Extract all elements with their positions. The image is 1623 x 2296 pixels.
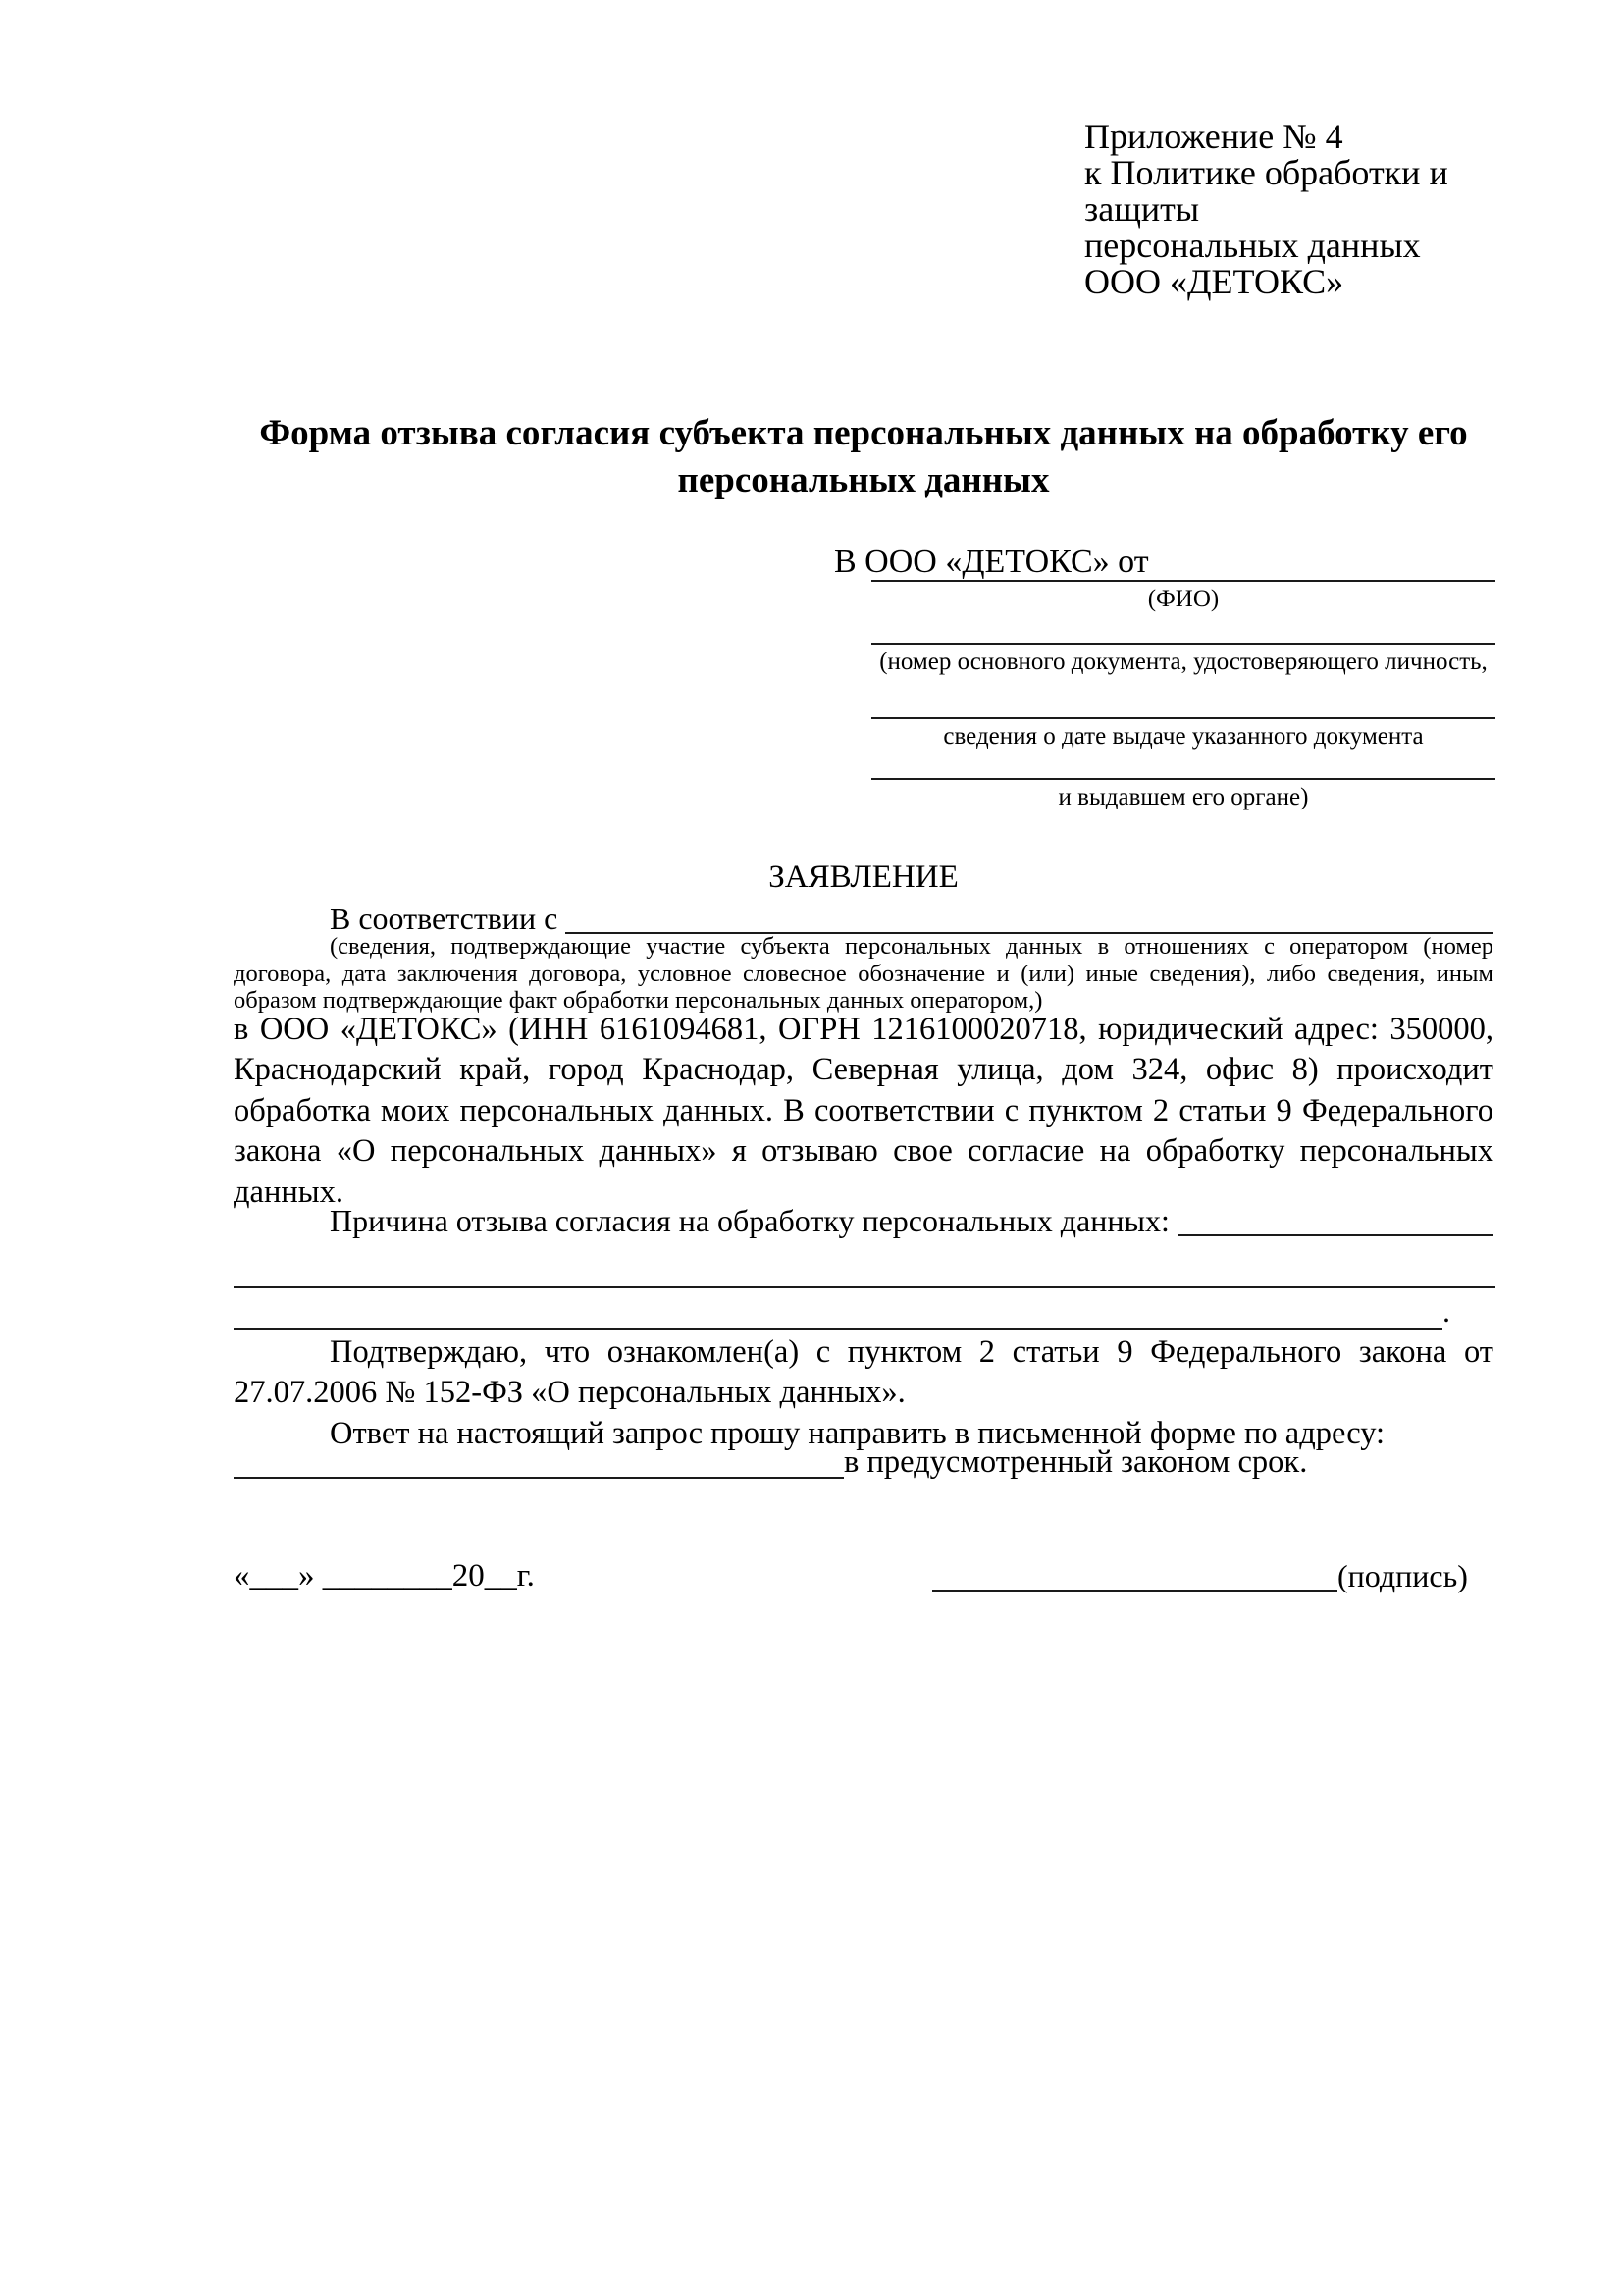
reason-blank-line — [1178, 1234, 1493, 1236]
reason-row — [234, 1201, 1493, 1241]
id-document-caption: (номер основного документа, удостоверяющего личность, — [879, 649, 1488, 675]
date-line: «___» ________20__г. — [234, 1558, 535, 1593]
fio-blank-line — [871, 580, 1495, 582]
appendix-line-4: ООО «ДЕТОКС» — [1084, 262, 1344, 301]
response-address-row — [234, 1442, 1493, 1483]
response-tail: в предусмотренный законом срок. — [844, 1444, 1308, 1480]
reason-continuation-row-2 — [234, 1292, 1493, 1330]
reason-label: Причина отзыва согласия на обработку персональных данных: — [330, 1203, 1170, 1238]
signature-blank-line — [932, 1590, 1337, 1592]
statement-heading: ЗАЯВЛЕНИЕ — [768, 860, 959, 895]
appendix-line-1: Приложение № 4 — [1084, 117, 1343, 156]
appendix-block — [1084, 119, 1555, 300]
fio-caption: (ФИО) — [1147, 586, 1220, 612]
appendix-line-3: персональных данных — [1084, 226, 1421, 265]
signature-caption: (подпись) — [1337, 1558, 1468, 1593]
reason-continuation-line-1 — [234, 1286, 1495, 1288]
accordance-footnote: (сведения, подтверждающие участие субъекта персональных данных в отношениях с оператором (номер договора, дата заключения договора, условное словесное обозначение и (или) иные сведения), либо сведения, иным образом подтверждающие факт обработки персональных данных оператором,) — [234, 933, 1493, 1014]
issue-date-caption: сведения о дате выдаче указанного документа — [943, 723, 1424, 750]
issue-date-blank-line — [871, 717, 1495, 719]
statement-body: в ООО «ДЕТОКС» (ИНН 6161094681, ОГРН 1216100020718, юридический адрес: 350000, Краснодарский край, город Краснодар, Северная улица, дом 324, офис 8) происходит обработка моих персональных данных. В соответствии с пунктом 2 статьи 9 Федерального закона «О персональных данных» я отзываю свое согласие на обработку персональных данных. — [234, 1012, 1493, 1210]
appendix-line-2: к Политике обработки и защиты — [1084, 153, 1448, 229]
reason-continuation-line-2 — [234, 1294, 1442, 1330]
signature-row — [932, 1556, 1468, 1596]
issuing-authority-blank-line — [871, 778, 1495, 780]
document-title: Форма отзыва согласия субъекта персональных данных на обработку его персональных данных — [259, 413, 1468, 500]
recipient-to-line: В ООО «ДЕТОКС» от — [834, 544, 1149, 580]
accordance-prefix: В соответствии с — [330, 901, 558, 936]
response-request-paragraph: Ответ на настоящий запрос прошу направить в письменной форме по адресу: — [330, 1416, 1386, 1451]
confirmation-paragraph: Подтверждаю, что ознакомлен(а) с пунктом 2 статьи 9 Федерального закона от 27.07.2006 № 152-ФЗ «О персональных данных». — [234, 1334, 1493, 1410]
issuing-authority-caption: и выдавшем его органе) — [1058, 784, 1309, 810]
id-document-blank-line — [871, 643, 1495, 645]
reason-end-period: . — [1442, 1293, 1450, 1329]
address-blank-line — [234, 1477, 844, 1479]
